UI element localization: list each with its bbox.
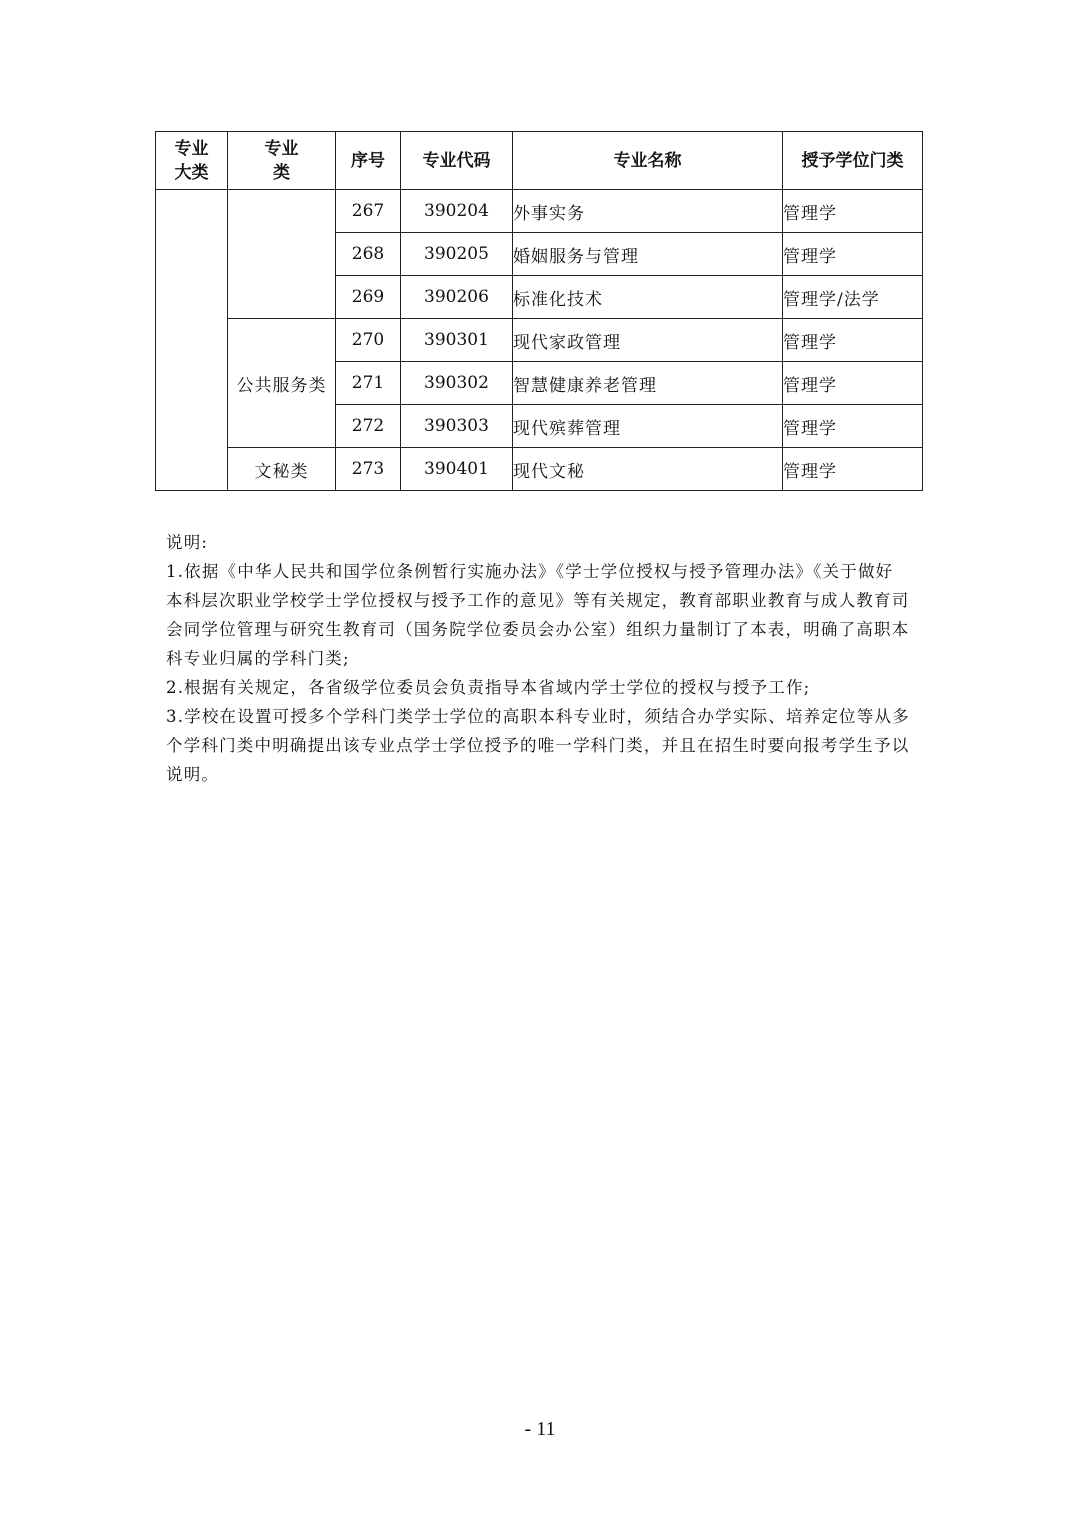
code-cell: 390206 (401, 276, 513, 319)
name-cell: 现代家政管理 (513, 319, 783, 362)
seq-cell: 268 (336, 233, 401, 276)
header-category-line2: 大类 (174, 162, 209, 183)
degree-cell: 管理学 (783, 362, 923, 405)
header-category-line1: 专业 (174, 138, 209, 159)
code-cell: 390303 (401, 405, 513, 448)
seq-cell: 273 (336, 448, 401, 491)
code-cell: 390205 (401, 233, 513, 276)
header-degree: 授予学位门类 (783, 132, 923, 190)
major-category-cell (156, 190, 228, 491)
major-degree-table (155, 131, 923, 491)
major-class-secretary: 文秘类 (228, 448, 336, 491)
code-cell: 390301 (401, 319, 513, 362)
table-row (156, 448, 923, 491)
header-class-line1: 专业 (264, 138, 299, 159)
note-item-2: 2.根据有关规定，各省级学位委员会负责指导本省域内学士学位的授权与授予工作; (166, 678, 811, 697)
seq-cell: 272 (336, 405, 401, 448)
note-item-1: 1.依据《中华人民共和国学位条例暂行实施办法》《学士学位授权与授予管理办法》《关于做好本科层次职业学校学士学位授权与授予工作的意见》等有关规定，教育部职业教育与成人教育司会同学位管理与研究生教育司（国务院学位委员会办公室）组织力量制订了本表，明确了高职本科专业归属的学科门类; (166, 562, 910, 668)
major-class-public-service: 公共服务类 (228, 319, 336, 448)
header-code: 专业代码 (401, 132, 513, 190)
table-row (156, 190, 923, 233)
degree-cell: 管理学 (783, 233, 923, 276)
degree-cell: 管理学 (783, 448, 923, 491)
seq-cell: 270 (336, 319, 401, 362)
notes-section (166, 528, 911, 789)
degree-cell: 管理学 (783, 190, 923, 233)
major-class-cell-empty (228, 190, 336, 319)
header-class-line2: 类 (273, 162, 290, 183)
page-number: - 11 (524, 1418, 556, 1440)
name-cell: 婚姻服务与管理 (513, 233, 783, 276)
degree-cell: 管理学 (783, 405, 923, 448)
name-cell: 标准化技术 (513, 276, 783, 319)
name-cell: 智慧健康养老管理 (513, 362, 783, 405)
notes-title: 说明: (166, 533, 209, 552)
seq-cell: 271 (336, 362, 401, 405)
name-cell: 现代殡葬管理 (513, 405, 783, 448)
degree-cell: 管理学/法学 (783, 276, 923, 319)
header-major-class (228, 132, 336, 190)
header-name: 专业名称 (513, 132, 783, 190)
table-header-row (156, 132, 923, 190)
code-cell: 390401 (401, 448, 513, 491)
code-cell: 390204 (401, 190, 513, 233)
degree-cell: 管理学 (783, 319, 923, 362)
name-cell: 外事实务 (513, 190, 783, 233)
table-row (156, 319, 923, 362)
seq-cell: 269 (336, 276, 401, 319)
name-cell: 现代文秘 (513, 448, 783, 491)
note-item-3: 3.学校在设置可授多个学科门类学士学位的高职本科专业时，须结合办学实际、培养定位等从多个学科门类中明确提出该专业点学士学位授予的唯一学科门类，并且在招生时要向报考学生予以说明。 (166, 707, 910, 784)
code-cell: 390302 (401, 362, 513, 405)
header-major-category (156, 132, 228, 190)
header-seq: 序号 (336, 132, 401, 190)
seq-cell: 267 (336, 190, 401, 233)
